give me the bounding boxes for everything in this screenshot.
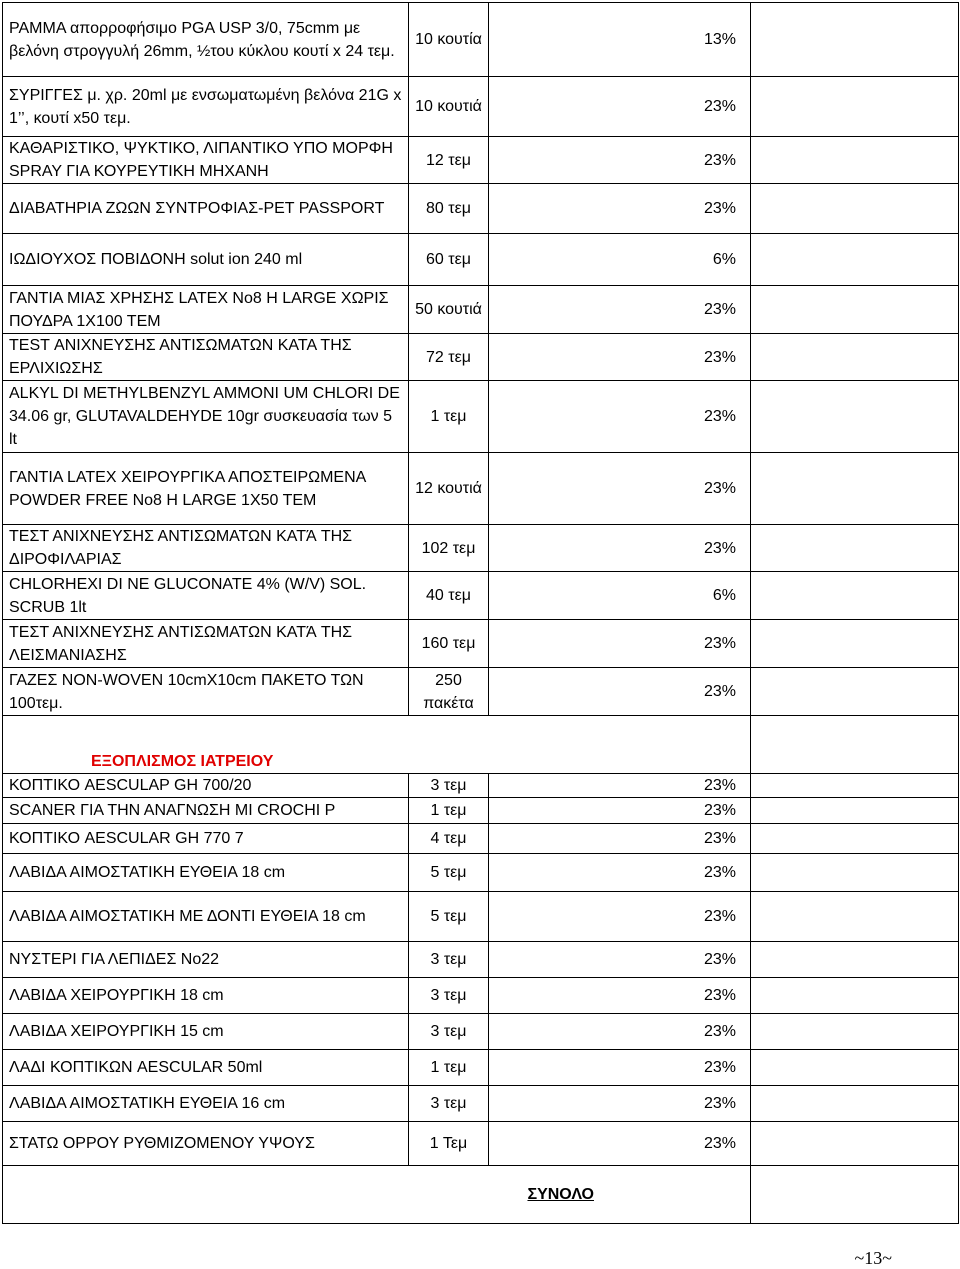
empty-cell (751, 620, 959, 668)
item-description: ΛΑΒΙΔΑ ΧΕΙΡΟΥΡΓΙΚΗ 18 cm (3, 978, 409, 1014)
item-vat-rate: 23% (489, 137, 751, 184)
item-vat-rate: 23% (489, 453, 751, 525)
table-row (3, 334, 959, 381)
empty-cell (751, 1166, 959, 1224)
item-quantity: 3 τεμ (409, 942, 489, 978)
total-label: ΣΥΝΟΛΟ (3, 1166, 751, 1224)
item-vat-rate: 23% (489, 774, 751, 798)
item-vat-rate: 23% (489, 824, 751, 854)
item-description: ΛΑΒΙΔΑ ΑΙΜΟΣΤΑΤΙΚΗ ΕΥΘΕΙΑ 16 cm (3, 1086, 409, 1122)
empty-cell (751, 1122, 959, 1166)
table-row (3, 668, 959, 716)
item-description: ΚΑΘΑΡΙΣΤΙΚΟ, ΨΥΚΤΙΚΟ, ΛΙΠΑΝΤΙΚΟ ΥΠΟ ΜΟΡΦΗ SPRAY ΓΙΑ ΚΟΥΡΕΥΤΙΚΗ ΜΗΧΑΝΗ (3, 137, 409, 184)
item-quantity: 160 τεμ (409, 620, 489, 668)
upper-items (3, 3, 959, 716)
table-row (3, 381, 959, 453)
item-description: SCANER ΓΙΑ ΤΗΝ ΑΝΑΓΝΩΣΗ MI CROCHI P (3, 798, 409, 824)
total-section (3, 1166, 959, 1224)
empty-cell (751, 525, 959, 572)
empty-cell (751, 668, 959, 716)
item-description: ALKYL DI METHYLBENZYL AMMONI UM CHLORI DE 34.06 gr, GLUTAVALDEHYDE 10gr συσκευασία των 5 lt (3, 381, 409, 453)
item-vat-rate: 13% (489, 3, 751, 77)
page-number: ~13~ (854, 1248, 892, 1268)
item-vat-rate: 23% (489, 77, 751, 137)
item-description: ΓΑΖΕΣ NON-WOVEN 10cmX10cm ΠΑΚΕΤΟ ΤΩΝ 100τεμ. (3, 668, 409, 716)
item-description: ΚΟΠΤΙΚΟ AESCULAP GH 700/20 (3, 774, 409, 798)
empty-cell (751, 892, 959, 942)
item-description: ΛΑΒΙΔΑ ΧΕΙΡΟΥΡΓΙΚΗ 15 cm (3, 1014, 409, 1050)
empty-cell (751, 137, 959, 184)
empty-cell (751, 334, 959, 381)
empty-cell (751, 77, 959, 137)
item-vat-rate: 6% (489, 572, 751, 620)
table-row (3, 184, 959, 234)
item-description: ΛΑΔΙ ΚΟΠΤΙΚΩΝ AESCULAR 50ml (3, 1050, 409, 1086)
item-description: ΡΑΜΜΑ απορροφήσιμο PGA USP 3/0, 75cmm με βελόνη στρογγυλή 26mm, ½του κύκλου κουτί x 24 τεμ. (3, 3, 409, 77)
table-row (3, 1086, 959, 1122)
item-quantity: 50 κουτιά (409, 286, 489, 334)
empty-cell (751, 1014, 959, 1050)
table-row (3, 137, 959, 184)
empty-cell (751, 978, 959, 1014)
table-row (3, 1122, 959, 1166)
empty-cell (751, 824, 959, 854)
item-description: ΙΩΔΙΟΥΧΟΣ ΠΟΒΙΔΟΝΗ solut ion 240 ml (3, 234, 409, 286)
table-row (3, 854, 959, 892)
empty-cell (751, 1086, 959, 1122)
empty-cell (751, 572, 959, 620)
empty-cell (751, 453, 959, 525)
item-vat-rate: 23% (489, 184, 751, 234)
table-row (3, 286, 959, 334)
item-vat-rate: 23% (489, 334, 751, 381)
item-description: ΓΑΝΤΙΑ ΜΙΑΣ ΧΡΗΣΗΣ LATEX No8 H LARGE ΧΩΡΙΣ ΠΟΥΔΡΑ 1Χ100 ΤΕΜ (3, 286, 409, 334)
empty-cell (751, 184, 959, 234)
item-quantity: 1 τεμ (409, 381, 489, 453)
item-description: ΛΑΒΙΔΑ ΑΙΜΟΣΤΑΤΙΚΗ ΕΥΘΕΙΑ 18 cm (3, 854, 409, 892)
item-quantity: 40 τεμ (409, 572, 489, 620)
item-vat-rate: 23% (489, 668, 751, 716)
table-row (3, 572, 959, 620)
item-vat-rate: 6% (489, 234, 751, 286)
item-description: TEST ΑΝΙΧΝΕΥΣΗΣ ΑΝΤΙΣΩΜΑΤΩΝ ΚΑΤΑ ΤΗΣ ΕΡΛΙΧΙΩΣΗΣ (3, 334, 409, 381)
item-vat-rate: 23% (489, 381, 751, 453)
table-row (3, 3, 959, 77)
item-vat-rate: 23% (489, 1086, 751, 1122)
item-description: ΛΑΒΙΔΑ ΑΙΜΟΣΤΑΤΙΚΗ ΜΕ ΔΟΝΤΙ ΕΥΘΕΙΑ 18 cm (3, 892, 409, 942)
item-quantity: 4 τεμ (409, 824, 489, 854)
table-row (3, 234, 959, 286)
item-vat-rate: 23% (489, 978, 751, 1014)
item-quantity: 1 τεμ (409, 798, 489, 824)
table-row (3, 978, 959, 1014)
item-description: ΚΟΠΤΙΚΟ AESCULAR GH 770 7 (3, 824, 409, 854)
item-description: ΔΙΑΒΑΤΗΡΙΑ ΖΩΩΝ ΣΥΝΤΡΟΦΙΑΣ-PET PASSPORT (3, 184, 409, 234)
empty-cell (751, 716, 959, 774)
item-quantity: 5 τεμ (409, 854, 489, 892)
item-quantity: 10 κουτία (409, 3, 489, 77)
item-vat-rate: 23% (489, 620, 751, 668)
table-row (3, 77, 959, 137)
section-title: ΕΞΟΠΛΙΣΜΟΣ ΙΑΤΡΕΙΟΥ (3, 716, 751, 774)
item-description: ΓΑΝΤΙΑ LATEX ΧΕΙΡΟΥΡΓΙΚΑ ΑΠΟΣΤΕΙΡΩΜΕΝΑ POWDER FREE No8 H LARGE 1X50 TEM (3, 453, 409, 525)
empty-cell (751, 286, 959, 334)
table-row (3, 774, 959, 798)
item-quantity: 3 τεμ (409, 1086, 489, 1122)
item-quantity: 72 τεμ (409, 334, 489, 381)
item-vat-rate: 23% (489, 892, 751, 942)
table-row (3, 798, 959, 824)
item-quantity: 1 τεμ (409, 1050, 489, 1086)
item-quantity: 102 τεμ (409, 525, 489, 572)
item-description: ΝΥΣΤΕΡΙ ΓΙΑ ΛΕΠΙΔΕΣ No22 (3, 942, 409, 978)
item-description: ΤΕΣΤ ΑΝΙΧΝΕΥΣΗΣ ΑΝΤΙΣΩΜΑΤΩΝ ΚΑΤΆ ΤΗΣ ΔΙΡΟΦΙΛΑΡΙΑΣ (3, 525, 409, 572)
table-row (3, 620, 959, 668)
item-vat-rate: 23% (489, 798, 751, 824)
empty-cell (751, 798, 959, 824)
item-quantity: 80 τεμ (409, 184, 489, 234)
table-row (3, 824, 959, 854)
item-description: CHLORHEXI DI NE GLUCONATE 4% (W/V) SOL. SCRUB 1lt (3, 572, 409, 620)
table-row (3, 892, 959, 942)
table-row (3, 453, 959, 525)
empty-cell (751, 3, 959, 77)
item-quantity: 3 τεμ (409, 1014, 489, 1050)
item-quantity: 10 κουτιά (409, 77, 489, 137)
table-row (3, 942, 959, 978)
item-description: ΣΥΡΙΓΓΕΣ μ. χρ. 20ml με ενσωματωμένη βελόνα 21G x 1’’, κουτί x50 τεμ. (3, 77, 409, 137)
section-header (3, 716, 959, 774)
item-vat-rate: 23% (489, 1050, 751, 1086)
item-quantity: 5 τεμ (409, 892, 489, 942)
empty-cell (751, 1050, 959, 1086)
item-vat-rate: 23% (489, 854, 751, 892)
item-vat-rate: 23% (489, 525, 751, 572)
item-vat-rate: 23% (489, 286, 751, 334)
item-vat-rate: 23% (489, 942, 751, 978)
item-description: ΤΕΣΤ ΑΝΙΧΝΕΥΣΗΣ ΑΝΤΙΣΩΜΑΤΩΝ ΚΑΤΆ ΤΗΣ ΛΕΙΣΜΑΝΙΑΣΗΣ (3, 620, 409, 668)
empty-cell (751, 774, 959, 798)
item-quantity: 60 τεμ (409, 234, 489, 286)
item-quantity: 12 κουτιά (409, 453, 489, 525)
item-quantity: 3 τεμ (409, 978, 489, 1014)
empty-cell (751, 234, 959, 286)
empty-cell (751, 942, 959, 978)
item-quantity: 250 πακέτα (409, 668, 489, 716)
price-table (2, 2, 959, 1224)
item-description: ΣΤΑΤΩ ΟΡΡΟΥ ΡΥΘΜΙΖΟΜΕΝΟΥ ΥΨΟΥΣ (3, 1122, 409, 1166)
table-row (3, 1014, 959, 1050)
empty-cell (751, 854, 959, 892)
table-row (3, 525, 959, 572)
item-quantity: 12 τεμ (409, 137, 489, 184)
empty-cell (751, 381, 959, 453)
table-row (3, 1050, 959, 1086)
item-vat-rate: 23% (489, 1014, 751, 1050)
item-vat-rate: 23% (489, 1122, 751, 1166)
item-quantity: 3 τεμ (409, 774, 489, 798)
item-quantity: 1 Τεμ (409, 1122, 489, 1166)
lower-items (3, 774, 959, 1166)
